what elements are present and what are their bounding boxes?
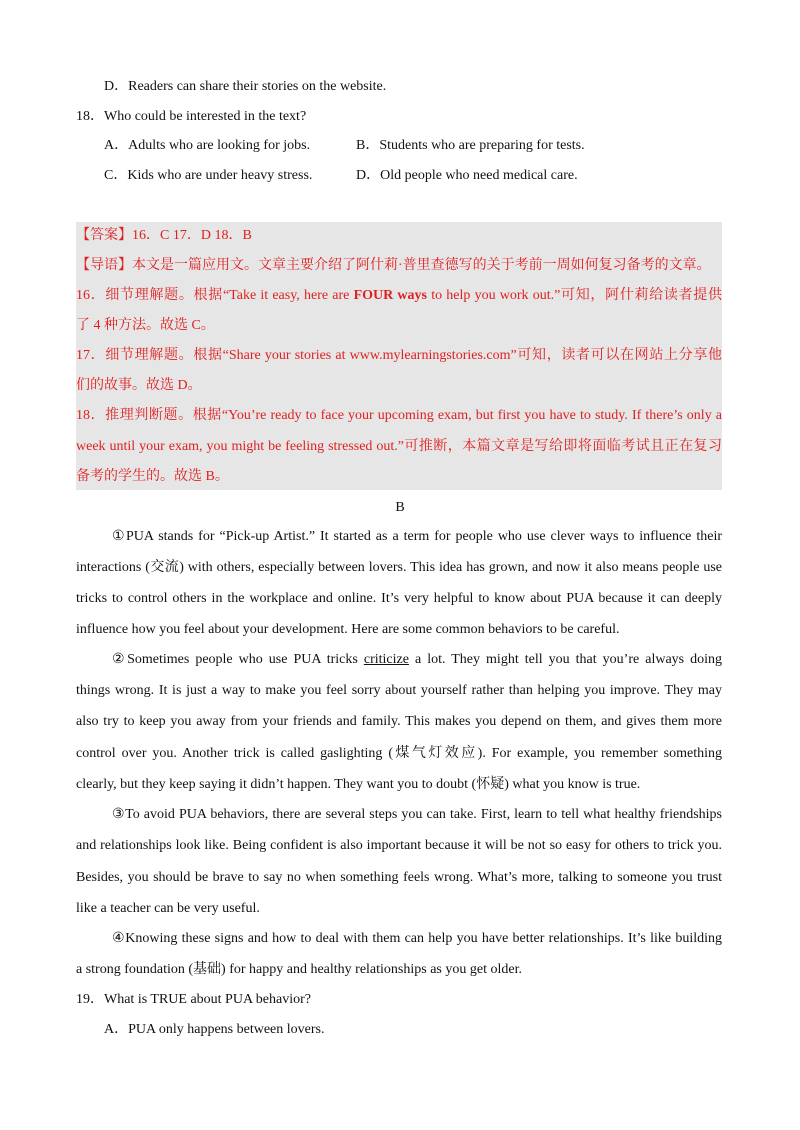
q18-option-c: C．Kids who are under heavy stress. [104, 168, 313, 183]
q19-option-a: A．PUA only happens between lovers. [104, 1022, 325, 1037]
p2-line1-pre: ②Sometimes people who use PUA tricks [112, 652, 364, 667]
explanation-18-line3: 备考的学生的。故选 B。 [76, 469, 229, 484]
p1-line4: influence how you feel about your development. Here are some common behaviors to be careful. [76, 622, 620, 637]
q18-option-d: D．Old people who need medical care. [356, 168, 578, 183]
p3-line2: and relationships look like. Being confident is also important because it will be not so easy for others to trick you. [76, 838, 722, 853]
explanation-17-line1: 17．细节理解题。根据“Share your stories at www.mylearningstories.com”可知，读者可以在网站上分享他 [76, 348, 722, 363]
q18-option-a: A．Adults who are looking for jobs. [104, 138, 311, 153]
underlined-word: criticize [363, 652, 409, 667]
section-title: B [395, 500, 405, 515]
p3-line4: like a teacher can be very useful. [76, 901, 260, 916]
p2-line4: control over you. Another trick is called gaslighting (煤气灯效应). For example, you remember something [76, 746, 722, 761]
p3-line1: ③To avoid PUA behaviors, there are several steps you can take. First, learn to tell what healthy friendships [112, 807, 722, 822]
p4-line1: ④Knowing these signs and how to deal with them can help you have better relationships. It’s like building [112, 931, 722, 946]
p2-line1-post: a lot. They might tell you that you’re always doing [414, 652, 723, 667]
answer-key: 【答案】16．C 17．D 18．B [76, 228, 252, 243]
explanation-17-line2: 们的故事。故选 D。 [76, 378, 202, 393]
explanation-16-line1 [76, 286, 722, 306]
p2-line1 [112, 650, 722, 670]
q18-stem: 18．Who could be interested in the text? [76, 109, 307, 124]
q19-stem: 19．What is TRUE about PUA behavior? [76, 992, 311, 1007]
p2-line5: clearly, but they keep saying it didn’t happen. They want you to doubt (怀疑) what you know is true. [76, 777, 641, 792]
explanation-16-line2: 了 4 种方法。故选 C。 [76, 318, 215, 333]
p1-line1: ①PUA stands for “Pick-up Artist.” It started as a term for people who use clever ways to influence their [112, 529, 722, 544]
p1-line3: tricks to control others in the workplace and online. It’s very helpful to know about PUA because it can deeply [76, 591, 722, 606]
p2-line2: things wrong. It is just a way to make you feel sorry about yourself rather than helping you improve. They may [76, 683, 722, 698]
explanation-16-bold: FOUR ways [353, 288, 427, 303]
q18-option-b: B．Students who are preparing for tests. [356, 138, 585, 153]
q17-option-d: D．Readers can share their stories on the website. [104, 79, 387, 94]
p1-line2: interactions (交流) with others, especially between lovers. This idea has grown, and now it also means people use [76, 560, 722, 575]
guide-text: 【导语】本文是一篇应用文。文章主要介绍了阿什莉·普里查德写的关于考前一周如何复习备考的文章。 [76, 258, 711, 273]
p2-line3: also try to keep you away from your friends and family. This makes you depend on them, and gives them more [76, 714, 722, 729]
explanation-18-line2: week until your exam, you might be feeling stressed out.”可推断，本篇文章是写给即将面临考试且正在复习 [76, 439, 722, 454]
explanation-16-pre: 16．细节理解题。根据“Take it easy, here are [76, 288, 354, 303]
p3-line3: Besides, you should be brave to say no when something feels wrong. What’s more, talking to someone you trust [76, 870, 722, 885]
p4-line2: a strong foundation (基础) for happy and healthy relationships as you get older. [76, 962, 522, 977]
explanation-18-line1: 18．推理判断题。根据“You’re ready to face your upcoming exam, but first you have to study. If there’s only a [76, 408, 722, 423]
explanation-16-post: to help you work out.”可知，阿什莉给读者提供 [427, 288, 722, 303]
